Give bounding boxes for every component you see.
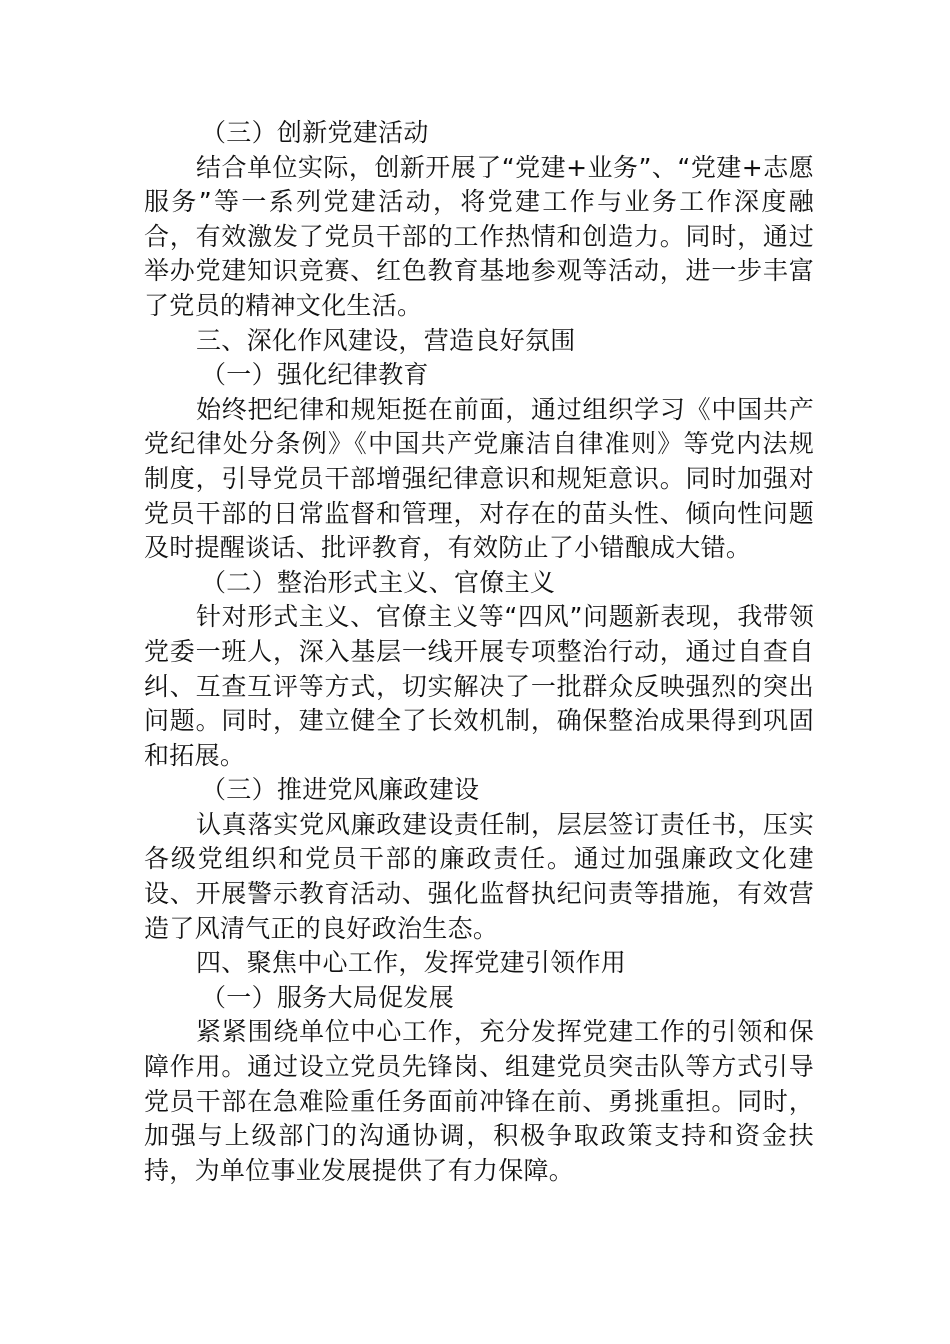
- subheading-innovate-activities: （三）创新党建活动: [201, 118, 429, 147]
- subheading-formalism: （二）整治形式主义、官僚主义: [201, 567, 556, 597]
- section-heading-4: 四、聚焦中心工作，发挥党建引领作用: [196, 948, 627, 978]
- section-heading-3: 三、深化作风建设，营造良好氛围: [196, 325, 576, 355]
- subheading-discipline-education: （一）强化纪律教育: [201, 360, 429, 390]
- subheading-serve-overall: （一）服务大局促发展: [201, 982, 455, 1012]
- subheading-integrity: （三）推进党风廉政建设: [201, 775, 480, 805]
- paragraph-integrity: 认真落实党风廉政建设责任制，层层签订责任书，压实各级党组织和党员干部的廉政责任。通过加强廉政文化建设、开展警示教育活动、强化监督执纪问责等措施，有效营造了风清气正的良好政治生态。: [144, 809, 814, 943]
- paragraph-serve-overall: 紧紧围绕单位中心工作，充分发挥党建工作的引领和保障作用。通过设立党员先锋岗、组建党员突击队等方式引导党员干部在急难险重任务面前冲锋在前、勇挑重担。同时，加强与上级部门的沟通协调，积极争取政策支持和资金扶持，为单位事业发展提供了有力保障。: [144, 1017, 814, 1185]
- paragraph-discipline-education: 始终把纪律和规矩挺在前面，通过组织学习《中国共产党纪律处分条例》《中国共产党廉洁自律准则》等党内法规制度，引导党员干部增强纪律意识和规矩意识。同时加强对党员干部的日常监督和管理，对存在的苗头性、倾向性问题及时提醒谈话、批评教育，有效防止了小错酿成大错。: [144, 394, 814, 563]
- document-body: [144, 116, 814, 1188]
- paragraph-innovate-activities: 结合单位实际，创新开展了“党建+业务”、“党建+志愿服务”等一系列党建活动，将党建工作与业务工作深度融合，有效激发了党员干部的工作热情和创造力。同时，通过举办党建知识竞赛、红色教育基地参观等活动，进一步丰富了党员的精神文化生活。: [144, 152, 814, 320]
- paragraph-formalism: 针对形式主义、官僚主义等“四风”问题新表现，我带领党委一班人，深入基层一线开展专项整治行动，通过自查自纠、互查互评等方式，切实解决了一批群众反映强烈的突出问题。同时，建立健全了长效机制，确保整治成果得到巩固和拓展。: [144, 602, 814, 770]
